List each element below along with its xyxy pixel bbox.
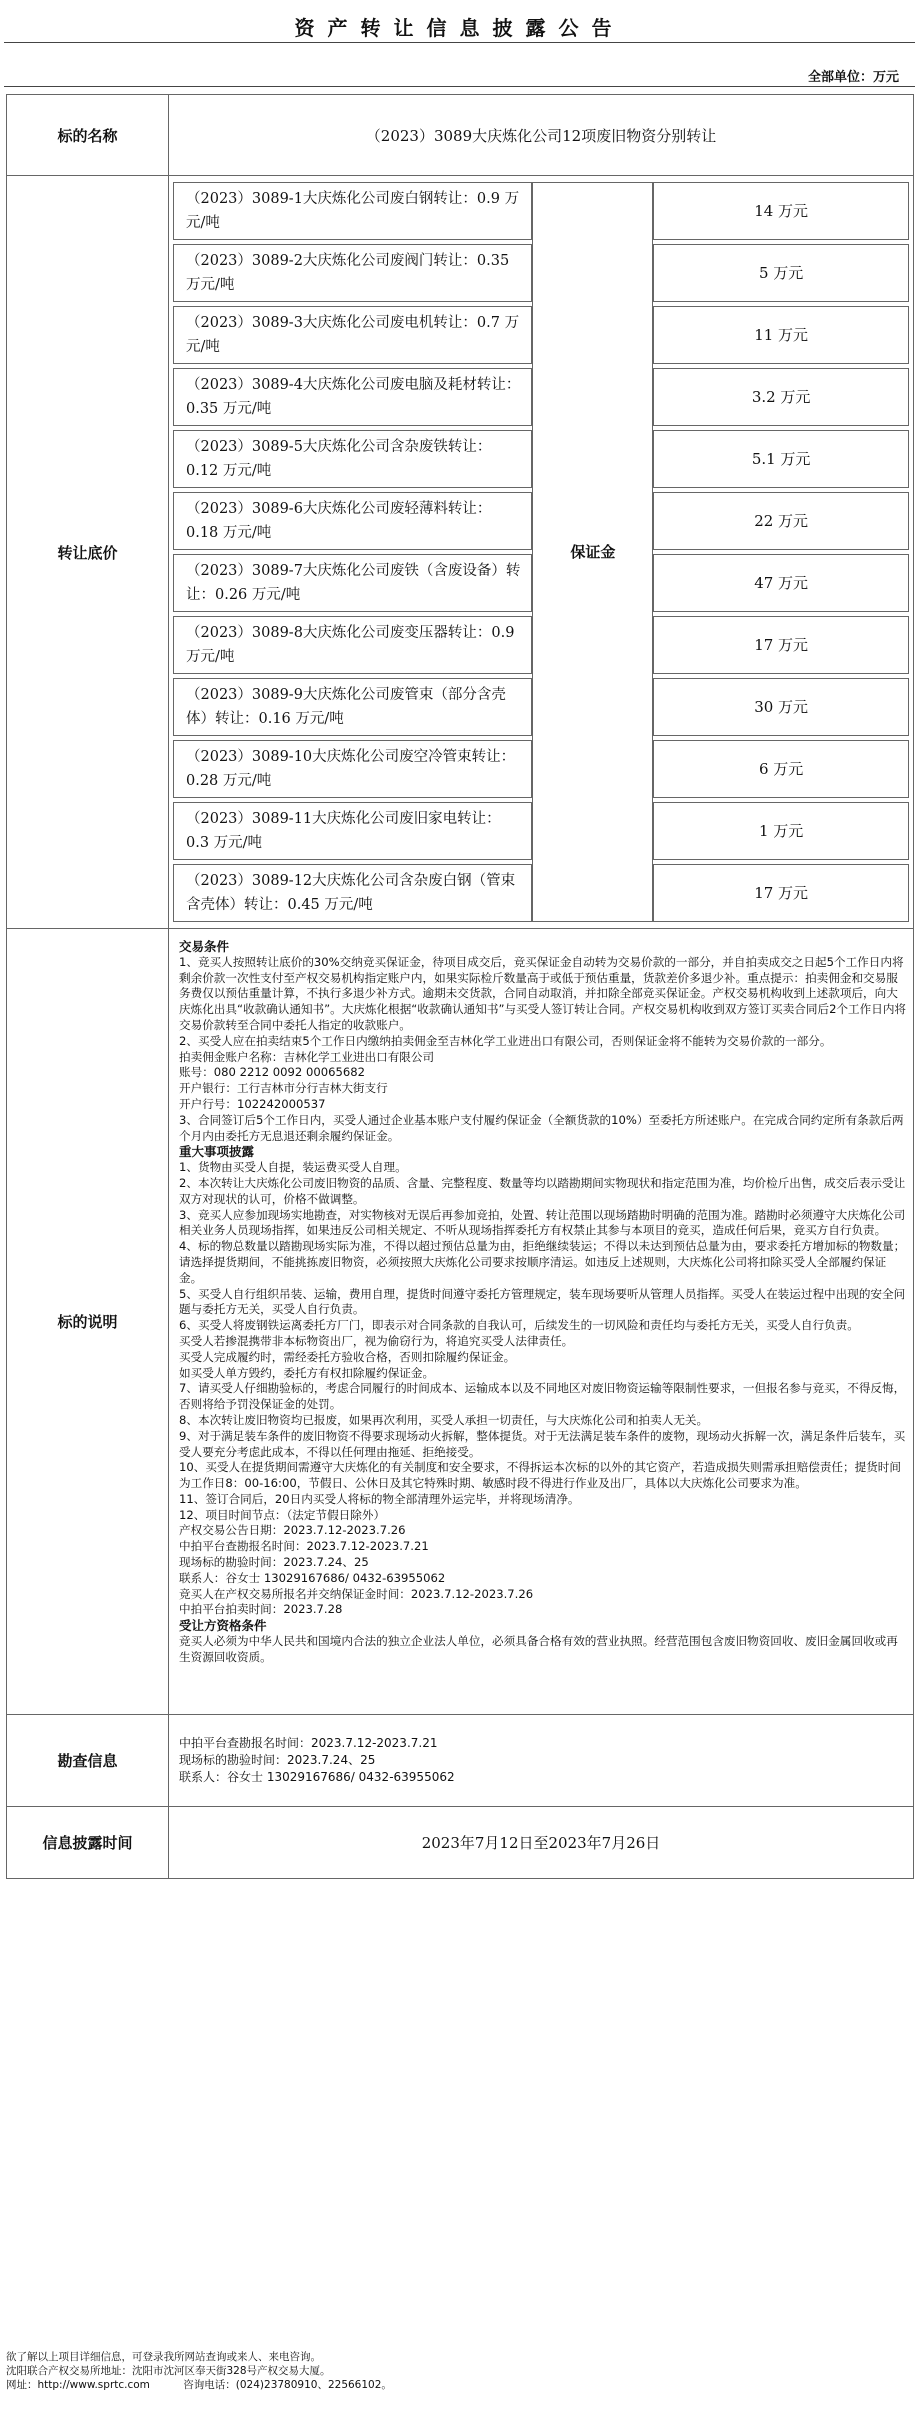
subject-row xyxy=(7,95,914,176)
notes-line: 竞买人在产权交易所报名并交纳保证金时间：2023.7.12-2023.7.26 xyxy=(179,1586,534,1601)
pricing-item-text: （2023）3089-5大庆炼化公司含杂废铁转让：0.12 万元/吨 xyxy=(173,430,532,488)
notes-line: 4、标的物总数量以踏勘现场实际为准，不得以超过预估总量为由，拒绝继续装运；不得以未达到预估总量为由，要求委托方增加标的物数量；请选择提货期间，不能挑拣废旧物资，必须按照大庆炼化公司要求按顺序清运。如违反上述规则，大庆炼化公司将扣除买受人全部履约保证金。 xyxy=(179,1239,906,1285)
pricing-row xyxy=(7,176,914,929)
pricing-item-text: （2023）3089-2大庆炼化公司废阀门转让：0.35 万元/吨 xyxy=(173,244,532,302)
pricing-item-text: （2023）3089-6大庆炼化公司废轻薄料转让：0.18 万元/吨 xyxy=(173,492,532,550)
notes-line: 买受人完成履约时，需经委托方验收合格，否则扣除履约保证金。 xyxy=(179,1349,516,1364)
deposit-value: 17 万元 xyxy=(653,864,909,922)
notes-line: 5、买受人自行组织吊装、运输，费用自理，提货时间遵守委托方管理规定，装车现场要听从管理人员指挥。买受人在装运过程中出现的安全问题与委托方无关，买受人自行负责。 xyxy=(179,1286,906,1317)
notes-line: 3、竞买人应参加现场实地勘查，对实物核对无误后再参加竞拍，处置、转让范围以现场踏勘时明确的范围为准。踏勘时必须遵守大庆炼化公司相关业务人员现场指挥，如果违反公司相关规定、不听从现场指挥委托方有权禁止其参与本项目的竞买，造成任何后果，竞买方自行负责。 xyxy=(179,1207,906,1238)
notes-row xyxy=(7,929,914,1715)
notes-line: 竞买人必须为中华人民共和国境内合法的独立企业法人单位，必须具备合格有效的营业执照。经营范围包含废旧物资回收、废旧金属回收或再生资源回收资质。 xyxy=(179,1634,898,1664)
notes-label: 标的说明 xyxy=(7,929,169,1715)
deposit-value: 17 万元 xyxy=(653,616,909,674)
pricing-item-text: （2023）3089-12大庆炼化公司含杂废白钢（管束含壳体）转让：0.45 万元/吨 xyxy=(173,864,532,922)
pricing-item-text: （2023）3089-1大庆炼化公司废白钢转让：0.9 万元/吨 xyxy=(173,182,532,240)
title-divider xyxy=(4,42,915,43)
inspection-content xyxy=(169,1715,914,1807)
pricing-item-text: （2023）3089-10大庆炼化公司废空冷管束转让：0.28 万元/吨 xyxy=(173,740,532,798)
deposit-value: 11 万元 xyxy=(653,306,909,364)
notes-line: 1、货物由买受人自提，装运费买受人自理。 xyxy=(179,1160,407,1175)
footer-line: 沈阳联合产权交易所地址：沈阳市沈河区奉天街328号产权交易大厦。 xyxy=(6,2365,331,2377)
pricing-label: 转让底价 xyxy=(7,176,169,929)
inspection-line: 联系人：谷女士 13029167686/ 0432-63955062 xyxy=(179,1770,455,1784)
notes-line: 2、本次转让大庆炼化公司废旧物资的品质、含量、完整程度、数量等均以踏勘期间实物现状和指定范围为准，均价检斤出售，成交后表示受让双方对现状的认可，价格不做调整。 xyxy=(179,1175,906,1206)
notes-line: 中拍平台查勘报名时间：2023.7.12-2023.7.21 xyxy=(179,1539,429,1554)
deposit-value: 30 万元 xyxy=(653,678,909,736)
notes-heading: 交易条件 xyxy=(179,939,230,954)
pricing-item-text: （2023）3089-9大庆炼化公司废管束（部分含壳体）转让：0.16 万元/吨 xyxy=(173,678,532,736)
pricing-item-text: （2023）3089-7大庆炼化公司废铁（含废设备）转让：0.26 万元/吨 xyxy=(173,554,532,612)
notes-line: 7、请买受人仔细勘验标的，考虑合同履行的时间成本、运输成本以及不同地区对废旧物资运输等限制性要求，一但报名参与竞买，不得反悔，否则将给予罚没保证金的处罚。 xyxy=(179,1381,906,1412)
deposit-value: 3.2 万元 xyxy=(653,368,909,426)
inspection-label: 勘查信息 xyxy=(7,1715,169,1807)
deposit-value: 5 万元 xyxy=(653,244,909,302)
notes-heading: 受让方资格条件 xyxy=(179,1618,267,1634)
notes-line: 8、本次转让废旧物资均已报废，如果再次利用，买受人承担一切责任，与大庆炼化公司和拍卖人无关。 xyxy=(179,1412,709,1427)
notes-line: 开户行号：102242000537 xyxy=(179,1096,326,1111)
pricing-item-text: （2023）3089-8大庆炼化公司废变压器转让：0.9 万元/吨 xyxy=(173,616,532,674)
notes-line: 拍卖佣金账户名称：吉林化学工业进出口有限公司 xyxy=(179,1049,435,1064)
notes-line: 3、合同签订后5个工作日内，买受人通过企业基本账户支付履约保证金（全额货款的10%）至委托方所述账户。在完成合同约定所有条款后两个月内由委托方无息退还剩余履约保证金。 xyxy=(179,1112,904,1143)
subject-label: 标的名称 xyxy=(7,95,169,176)
unit-divider xyxy=(4,86,915,87)
deposit-value: 1 万元 xyxy=(653,802,909,860)
page-title: 资产转让信息披露公告 xyxy=(294,16,625,40)
unit-note: 全部单位：万元 xyxy=(807,70,899,85)
pricing-item-row xyxy=(173,182,909,240)
pricing-item-text: （2023）3089-11大庆炼化公司废旧家电转让：0.3 万元/吨 xyxy=(173,802,532,860)
footer-line: 欲了解以上项目详细信息，可登录我所网站查询或来人、来电咨询。 xyxy=(6,2351,321,2363)
notes-line: 产权交易公告日期：2023.7.12-2023.7.26 xyxy=(179,1523,406,1538)
notes-line: 11、签订合同后，20日内买受人将标的物全部清理外运完毕，并将现场清净。 xyxy=(179,1491,580,1506)
notes-line: 账号：080 2212 0092 00065682 xyxy=(179,1065,365,1080)
pricing-table xyxy=(173,178,909,926)
notes-line: 开户银行：工行吉林市分行吉林大街支行 xyxy=(179,1081,388,1096)
notes-line: 10、买受人在提货期间需遵守大庆炼化的有关制度和安全要求，不得拆运本次标的以外的其它资产，若造成损失则需承担赔偿责任；提货时间为工作日8：00-16:00，节假日、公休日及其它特殊时期、敏感时段不得进行作业及出厂，具体以大庆炼化公司要求为准。 xyxy=(179,1460,901,1491)
inspection-line: 中拍平台查勘报名时间：2023.7.12-2023.7.21 xyxy=(179,1736,438,1750)
notes-line: 现场标的勘验时间：2023.7.24、25 xyxy=(179,1555,369,1570)
notes-line: 2、买受人应在拍卖结束5个工作日内缴纳拍卖佣金至吉林化学工业进出口有限公司，否则保证金将不能转为交易价款的一部分。 xyxy=(179,1033,832,1048)
deposit-value: 14 万元 xyxy=(653,182,909,240)
notes-line: 联系人：谷女士 13029167686/ 0432-63955062 xyxy=(179,1570,446,1585)
notes-heading: 重大事项披露 xyxy=(179,1144,255,1160)
deposit-label: 保证金 xyxy=(532,182,653,922)
pricing-item-text: （2023）3089-4大庆炼化公司废电脑及耗材转让：0.35 万元/吨 xyxy=(173,368,532,426)
notes-line: 9、对于满足装车条件的废旧物资不得要求现场动火拆解，整体提货。对于无法满足装车条件的废物，现场动火拆解一次，满足条件后装车，买受人要充分考虑此成本，不得以任何理由拖延、拒绝接受。 xyxy=(179,1428,906,1459)
deposit-value: 5.1 万元 xyxy=(653,430,909,488)
notes-line: 如买受人单方毁约，委托方有权扣除履约保证金。 xyxy=(179,1365,435,1380)
notes-line: 6、买受人将废钢铁运离委托方厂门，即表示对合同条款的自我认可，后续发生的一切风险和责任均与委托方无关，买受人自行负责。 xyxy=(179,1318,859,1333)
notes-line: 1、竞买人按照转让底价的30%交纳竞买保证金，待项目成交后，竞买保证金自动转为交易价款的一部分，并自拍卖成交之日起5个工作日内将剩余价款一次性支付至产权交易机构指定账户内，如果实际检斤数量高于或低于预估重量，货款差价多退少补。重点提示：拍卖佣金和交易服务费仅以预估重量计算，不执行多退少补方式。逾期未交货款，合同自动取消，并扣除全部竞买保证金。产权交易机构收到上述款项后，向大庆炼化出具“收款确认通知书”。大庆炼化根据“收款确认通知书”与买受人签订转让合同。产权交易机构收到双方签订买卖合同后2个工作日内将交易价款转至合同中委托人指定的收款账户。 xyxy=(179,954,907,1032)
subject-value: （2023）3089大庆炼化公司12项废旧物资分别转让 xyxy=(169,95,914,176)
notes-content xyxy=(169,929,914,1715)
inspection-line: 现场标的勘验时间：2023.7.24、25 xyxy=(179,1753,376,1767)
notes-line: 中拍平台拍卖时间：2023.7.28 xyxy=(179,1602,343,1617)
disclosure-row xyxy=(7,1807,914,1879)
disclosure-value: 2023年7月12日至2023年7月26日 xyxy=(169,1807,914,1879)
notes-line: 买受人若掺混携带非本标物资出厂，视为偷窃行为，将追究买受人法律责任。 xyxy=(179,1333,574,1348)
deposit-value: 47 万元 xyxy=(653,554,909,612)
footer-line: 网址：http://www.sprtc.com 咨询电话：(024)23780910、22566102。 xyxy=(6,2379,392,2391)
deposit-value: 6 万元 xyxy=(653,740,909,798)
deposit-value: 22 万元 xyxy=(653,492,909,550)
disclosure-label: 信息披露时间 xyxy=(7,1807,169,1879)
announcement-table xyxy=(6,94,914,1879)
footer-info xyxy=(6,2350,392,2392)
inspection-row xyxy=(7,1715,914,1807)
notes-line: 12、项目时间节点：（法定节假日除外） xyxy=(179,1507,386,1522)
pricing-item-text: （2023）3089-3大庆炼化公司废电机转让：0.7 万元/吨 xyxy=(173,306,532,364)
